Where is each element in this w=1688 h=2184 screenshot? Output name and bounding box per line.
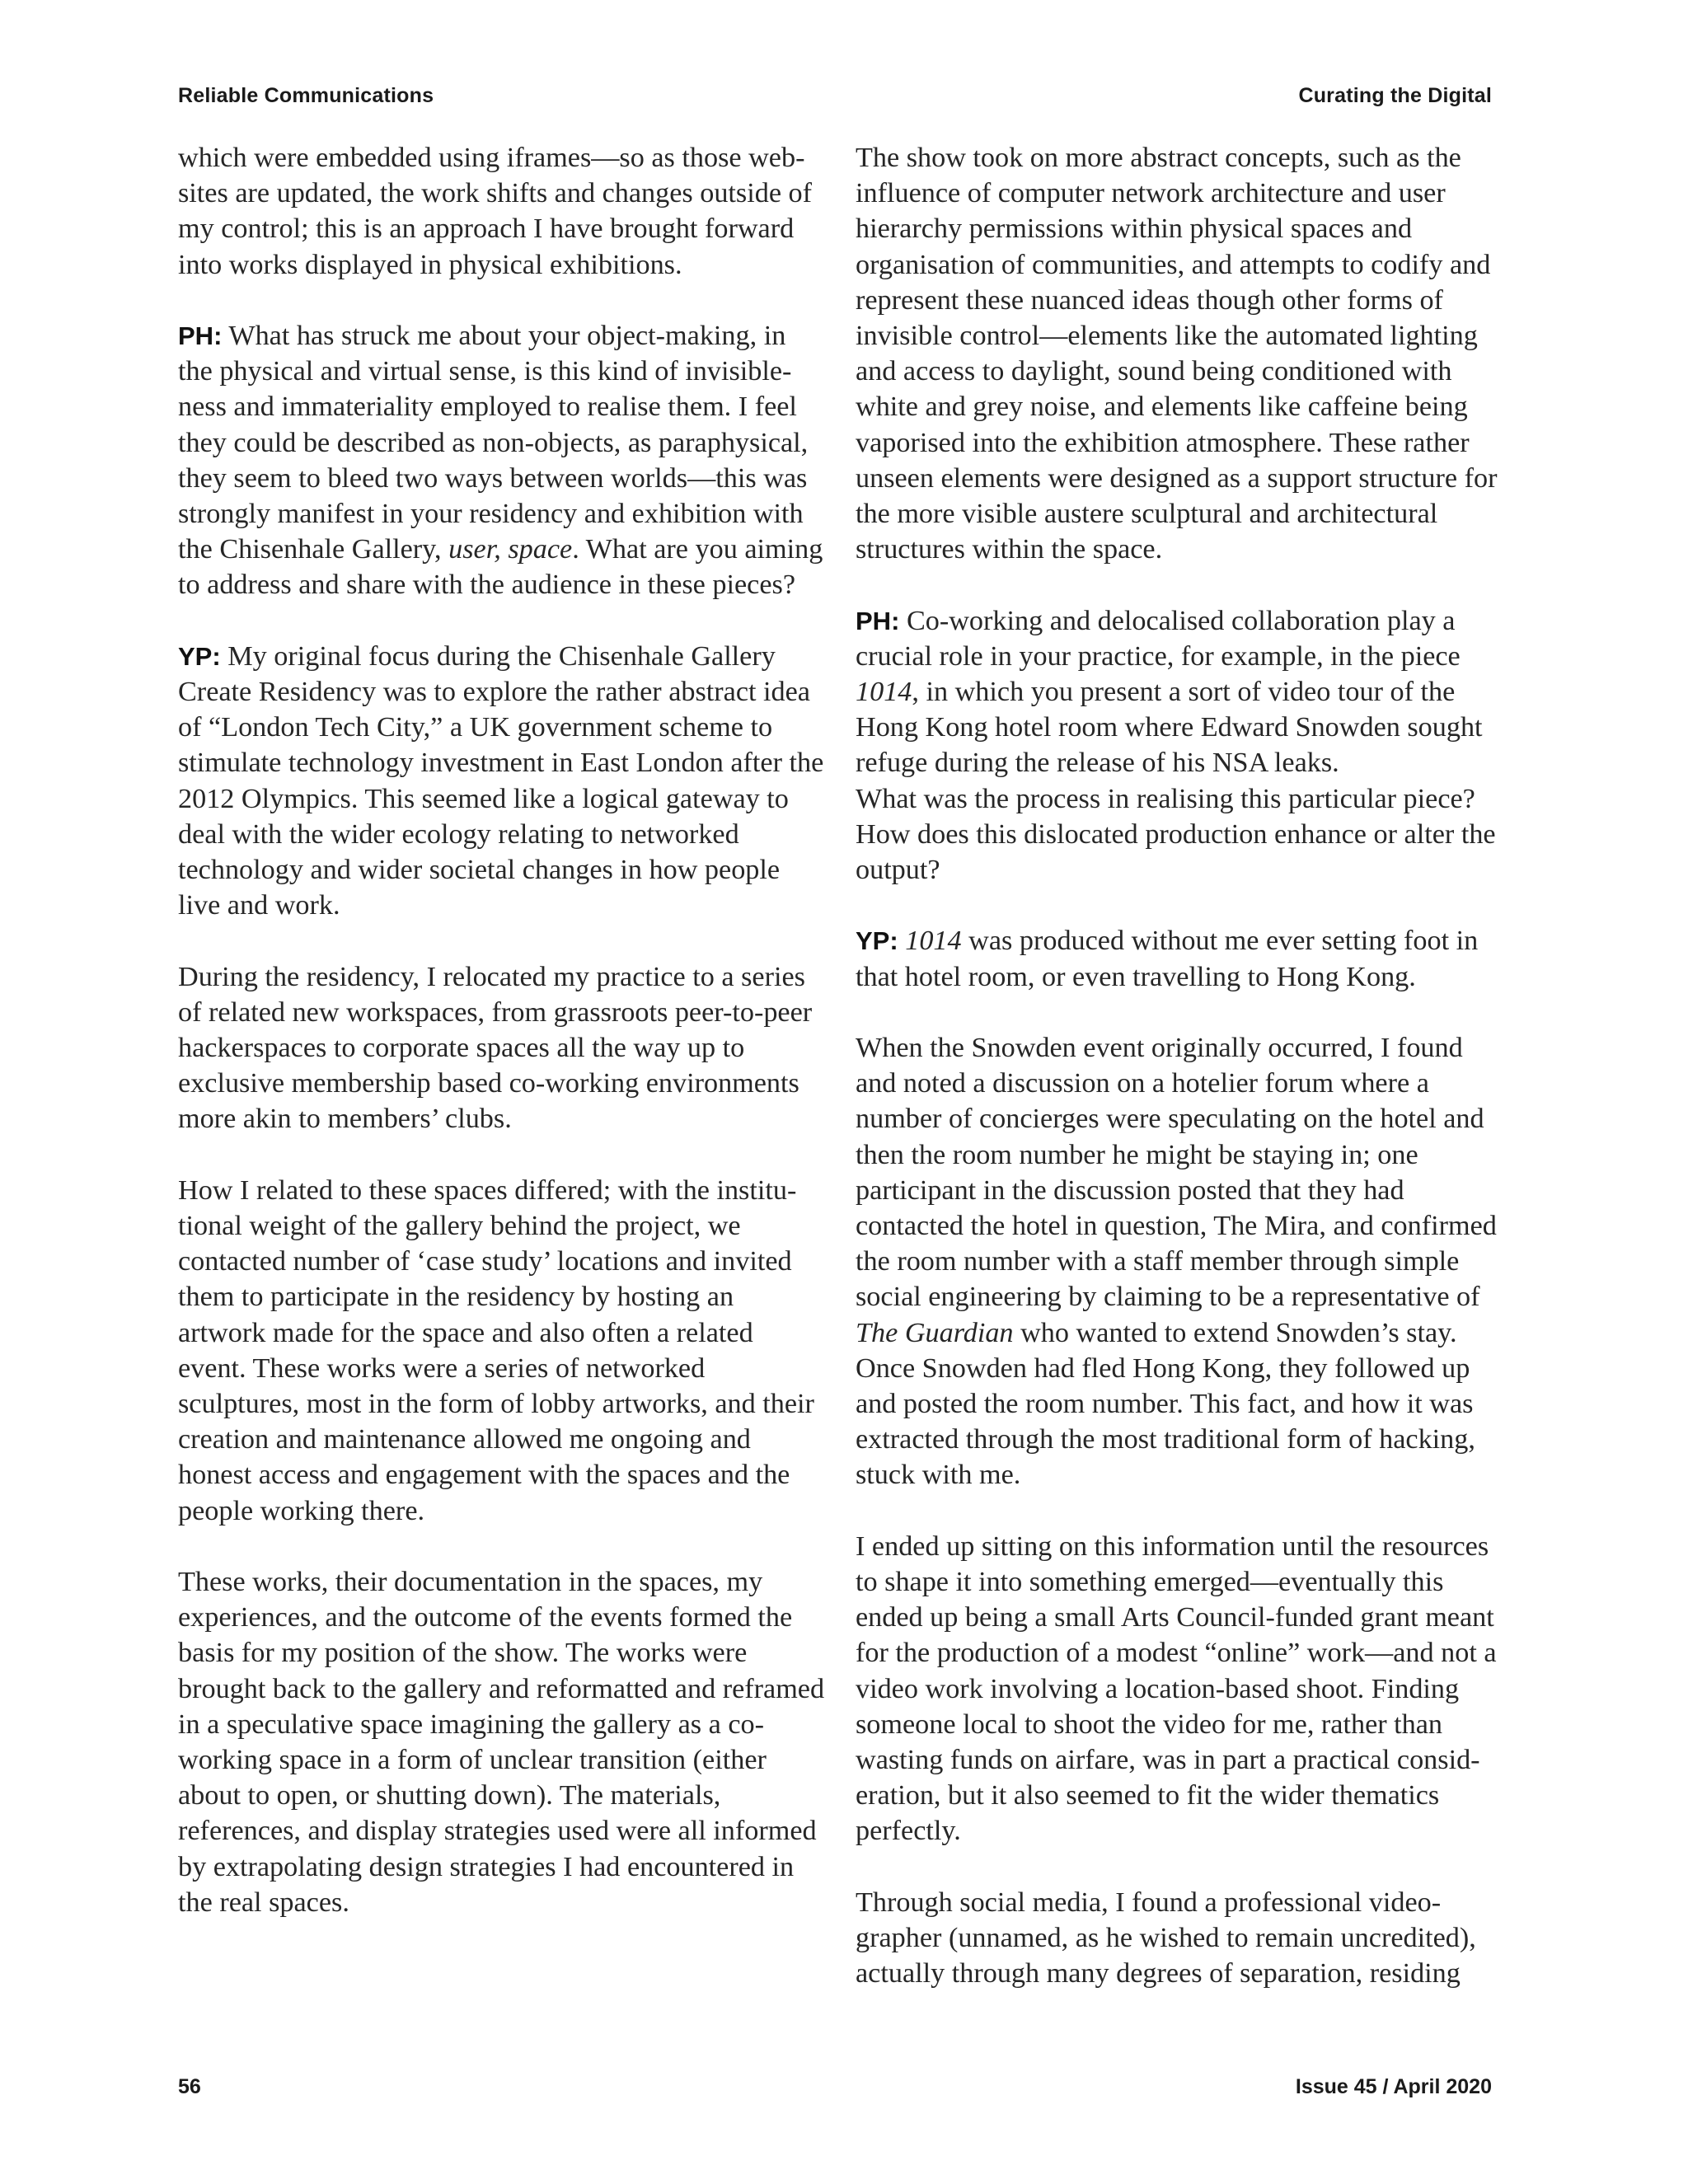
paragraph <box>178 639 825 924</box>
paragraph-text: When the Snowden event originally occurred, I found and noted a discussion on a hotelier forum where a number of concierges were speculating on the hotel and then the room number he might be staying in; one participant in the discussion posted that they had contacted the hotel in question, The Mira, and confirmed the room number with a staff member through simple social engineering by claiming to be a representative of <box>856 1033 1497 1313</box>
paragraph: These works, their documentation in the spaces, my experiences, and the outcome of the events formed the basis for my position of the show. The works were brought back to the gallery and reformatted and reframed in a speculative space imagining the gallery as a co-working space in a form of unclear transition (either about to open, or shutting down). The materials, references, and display strategies used were all informed by extrapolating design strategies I had encountered in the real spaces. <box>178 1567 825 1918</box>
paragraph: Through social media, I found a professional videographer (unnamed, as he wished to remain uncredited), actually through many degrees of separation, residing <box>856 1886 1476 1990</box>
paragraph <box>178 318 825 603</box>
paragraph-text: What has struck me about your object-making, in the physical and virtual sense, is this kind of invisibleness and immateriality employed to realise them. I feel they could be described as non-objects, as paraphysical, they seem to bleed two ways between worlds—this was strongly manifest in your residency and exhibition with the Chisenhale Gallery, <box>178 321 809 565</box>
left-column <box>178 140 825 1956</box>
page-number: 56 <box>178 2075 201 2098</box>
paragraph: I ended up sitting on this information until the resources to shape it into something emerged—eventually this ended up being a small Arts Council-funded grant meant for the production of a modest “online” work—and not a video work involving a location-based shoot. Finding someone local to shoot the video for me, rather than wasting funds on airfare, was in part a practical consideration, but it also seemed to fit the wider thematics perfectly. <box>856 1530 1497 1847</box>
paragraph: which were embedded using iframes—so as those websites are updated, the work shifts and changes outside of my control; this is an approach I have brought forward into works displayed in physical exhibitions. <box>178 143 813 280</box>
work-title: user, space <box>448 534 573 565</box>
speaker-label: PH: <box>856 606 900 635</box>
speaker-label: YP: <box>178 641 221 671</box>
publication-title: The Guardian <box>856 1317 1014 1348</box>
work-title: 1014 <box>856 677 912 708</box>
running-head-right: Curating the Digital <box>1298 84 1492 107</box>
paragraph <box>856 1030 1503 1493</box>
speaker-label: PH: <box>178 321 223 350</box>
paragraph-text: , in which you present a sort of video tour of the Hong Kong hotel room where Edward Snowden sought refuge during the release of his NSA leaks. <box>856 677 1483 779</box>
paragraph: The show took on more abstract concepts, such as the influence of computer network architecture and user hierarchy permissions within physical spaces and organisation of communities, and attempts to codify and represent these nuanced ideas though other forms of invisible control—elements like the automated lighting and access to daylight, sound being conditioned with white and grey noise, and elements like caffeine being vaporised into the exhibition atmosphere. These rather unseen elements were designed as a support structure for the more visible austere sculptural and architectural structures within the space. <box>856 143 1498 565</box>
right-column <box>856 140 1503 2027</box>
running-head-left: Reliable Communications <box>178 84 434 107</box>
paragraph <box>856 603 1503 888</box>
paragraph-text: . What are you aiming to address and share with the audience in these pieces? <box>178 534 823 601</box>
paragraph-text: What was the process in realising this particular piece? How does this dislocated production enhance or alter the output? <box>856 783 1496 886</box>
issue-label: Issue 45 / April 2020 <box>1295 2075 1492 2098</box>
paragraph-text: My original focus during the Chisenhale Gallery Create Residency was to explore the rather abstract idea of “London Tech City,” a UK government scheme to stimulate technology investment in East London after the 2012 Olympics. This seemed like a logical gateway to deal with the wider ecology relating to networked technology and wider societal changes in how people live and work. <box>178 640 824 921</box>
paragraph-text: who wanted to extend Snowden’s stay. Once Snowden had fled Hong Kong, they followed up and posted the room number. This fact, and how it was extracted through the most traditional form of hacking, stuck with me. <box>856 1317 1475 1491</box>
paragraph-text: was produced without me ever setting foot in that hotel room, or even travelling to Hong Kong. <box>856 926 1479 992</box>
paragraph: How I related to these spaces differed; with the institutional weight of the gallery behind the project, we contacted number of ‘case study’ locations and invited them to participate in the residency by hosting an artwork made for the space and also often a related event. These works were a series of networked sculptures, most in the form of lobby artworks, and their creation and maintenance allowed me ongoing and honest access and engagement with the spaces and the people working there. <box>178 1174 814 1526</box>
paragraph: During the residency, I relocated my practice to a series of related new workspaces, from grassroots peer-to-peer hackerspaces to corporate spaces all the way up to exclusive membership based co-working environments more akin to members’ clubs. <box>178 961 813 1135</box>
speaker-label: YP: <box>856 926 898 956</box>
work-title: 1014 <box>905 926 962 957</box>
paragraph <box>856 923 1503 994</box>
paragraph-text: Co-working and delocalised collaboration play a crucial role in your practice, for example, in the piece <box>856 605 1461 672</box>
